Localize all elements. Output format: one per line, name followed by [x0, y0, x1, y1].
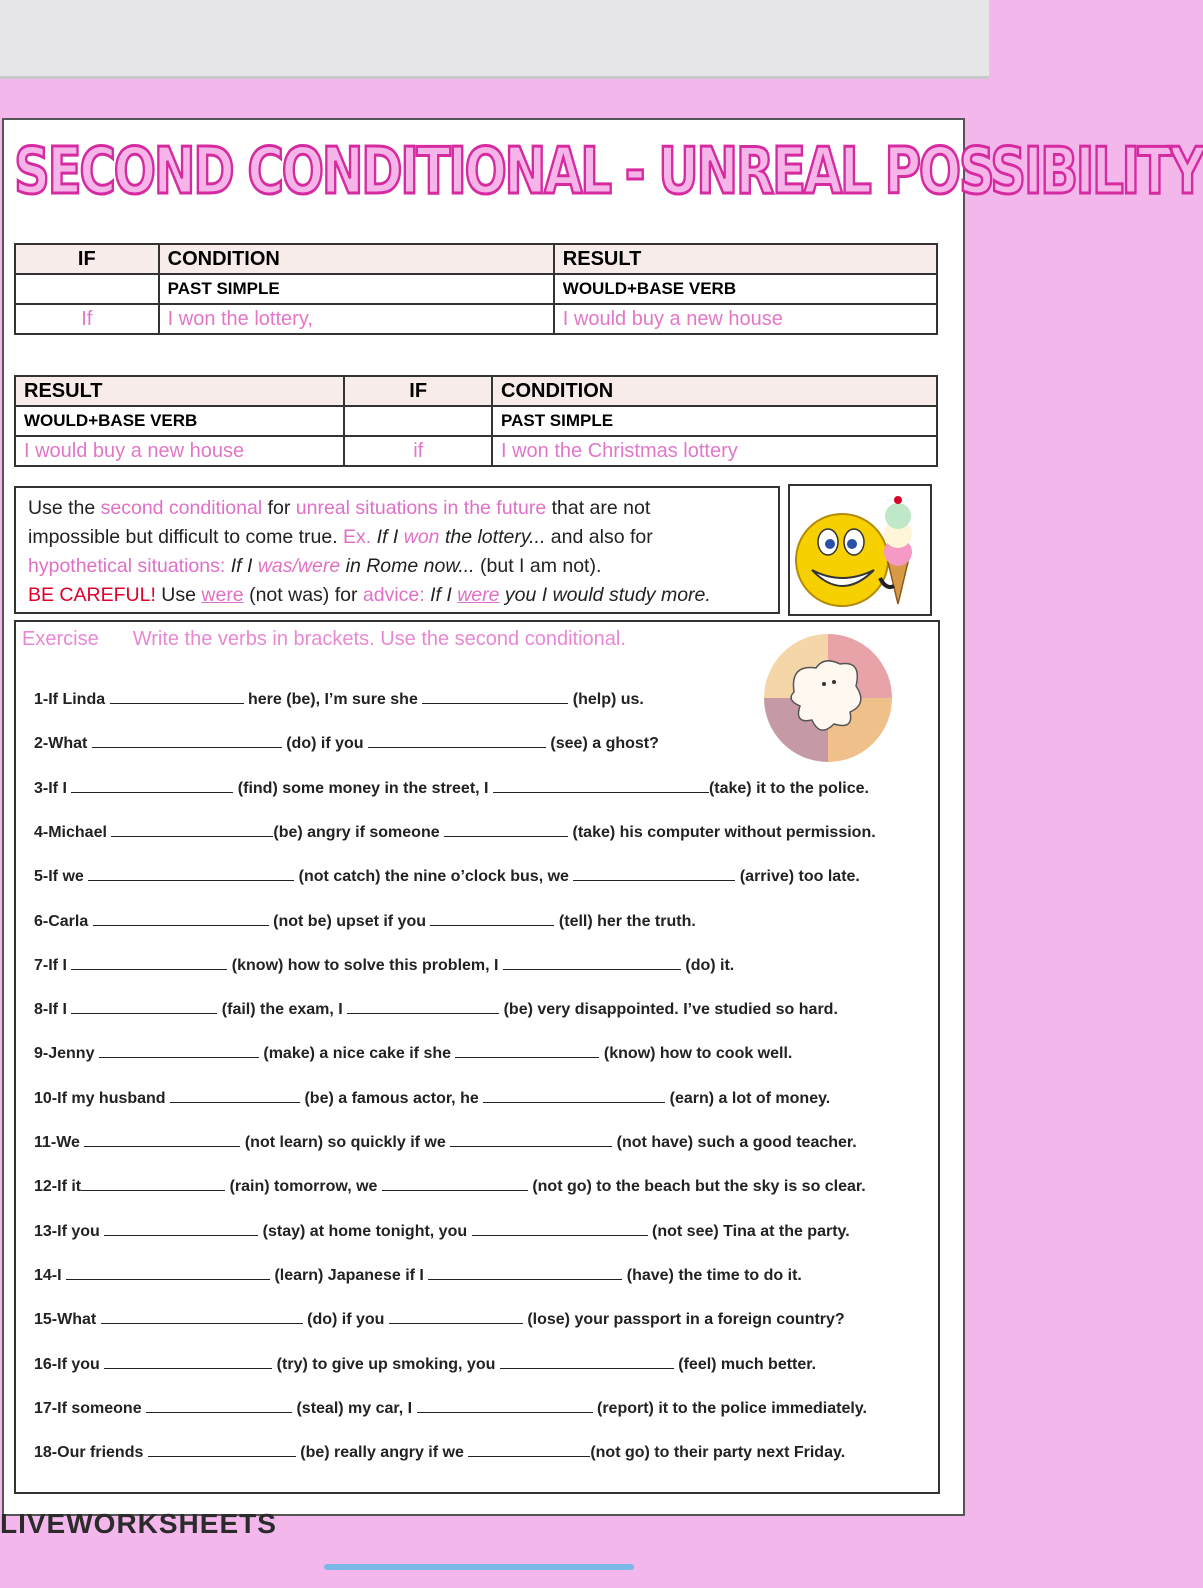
- exercise-text: (do) if you: [281, 735, 368, 753]
- answer-blank[interactable]: [422, 689, 568, 704]
- exercise-text: (be) really angry if we: [295, 1444, 469, 1462]
- answer-blank[interactable]: [148, 1442, 296, 1457]
- exercise-text: (take) his computer without permission.: [568, 823, 876, 841]
- worksheet-title: SECOND CONDITIONAL - UNREAL POSSIBILITY: [14, 135, 1203, 209]
- usage-note: [14, 486, 780, 614]
- table-cell: [15, 274, 159, 304]
- example-cell: I would buy a new house: [15, 436, 344, 466]
- note-line: BE CAREFUL! Use were (not was) for advice: If I were you I would study more.: [28, 584, 711, 606]
- exercise-text: (see) a ghost?: [545, 735, 659, 753]
- exercise-item-1: [34, 689, 644, 711]
- exercise-item-3: [34, 778, 869, 800]
- exercise-text: (help) us.: [568, 691, 644, 708]
- example-cell: if: [344, 436, 492, 466]
- answer-blank[interactable]: [92, 733, 282, 748]
- exercise-text: (tell) her the truth.: [554, 912, 696, 930]
- table-cell: PAST SIMPLE: [492, 406, 937, 436]
- answer-blank[interactable]: [110, 689, 244, 704]
- exercise-text: 13-If you: [34, 1222, 105, 1240]
- exercise-text: (not catch) the nine o’clock bus, we: [294, 868, 574, 886]
- answer-blank[interactable]: [382, 1176, 528, 1191]
- exercise-text: (report) it to the police immediately.: [592, 1399, 867, 1417]
- answer-blank[interactable]: [430, 911, 554, 926]
- exercise-text: (be) angry if someone: [273, 823, 445, 841]
- answer-blank[interactable]: [104, 1221, 258, 1236]
- table-row: [15, 376, 937, 406]
- answer-blank[interactable]: [99, 1043, 259, 1058]
- note-line: impossible but difficult to come true. Ex. If I won the lottery... and also for: [28, 526, 653, 548]
- answer-blank[interactable]: [500, 1354, 674, 1369]
- table-header-cell: RESULT: [15, 376, 344, 406]
- table-header-cell: CONDITION: [492, 376, 937, 406]
- table-cell: WOULD+BASE VERB: [15, 406, 344, 436]
- exercise-text: 12-If it: [34, 1178, 82, 1196]
- exercise-item-14: [34, 1265, 802, 1287]
- exercise-text: (do) it.: [680, 956, 735, 974]
- exercise-text: (earn) a lot of money.: [665, 1089, 831, 1107]
- exercise-text: (know) how to solve this problem, I: [227, 956, 503, 974]
- exercise-text: 18-Our friends: [34, 1444, 148, 1462]
- exercise-text: 6-Carla: [34, 912, 93, 930]
- exercise-text: (arrive) too late.: [735, 868, 860, 886]
- exercise-text: (make) a nice cake if she: [258, 1045, 456, 1063]
- answer-blank[interactable]: [573, 866, 735, 881]
- answer-blank[interactable]: [71, 955, 227, 970]
- structure-table-result-first: [14, 375, 938, 467]
- answer-blank[interactable]: [444, 822, 568, 837]
- exercise-text: (be) a famous actor, he: [300, 1089, 484, 1107]
- answer-blank[interactable]: [417, 1398, 593, 1413]
- note-line: hypothetical situations: If I was/were in Rome now... (but I am not).: [28, 555, 602, 577]
- exercise-text: (steal) my car, I: [292, 1399, 417, 1417]
- exercise-text: (not have) such a good teacher.: [612, 1134, 857, 1151]
- exercise-item-15: [34, 1309, 845, 1331]
- exercise-item-2: [34, 733, 659, 755]
- exercise-header: [22, 628, 626, 651]
- exercise-text: (not be) upset if you: [268, 912, 431, 930]
- answer-blank[interactable]: [450, 1132, 612, 1147]
- answer-blank[interactable]: [347, 999, 499, 1014]
- exercise-text: 2-What: [34, 735, 92, 753]
- exercise-text: (be) very disappointed. I’ve studied so hard.: [499, 1001, 838, 1019]
- answer-blank[interactable]: [101, 1309, 303, 1324]
- exercise-text: (have) the time to do it.: [622, 1266, 802, 1284]
- exercise-text: (not go) to the beach but the sky is so clear.: [527, 1178, 866, 1196]
- exercise-item-18: [34, 1442, 845, 1464]
- exercise-text: (try) to give up smoking, you: [272, 1355, 500, 1373]
- table-header-cell: IF: [15, 244, 159, 274]
- table-cell: [344, 406, 492, 436]
- exercise-item-16: [34, 1354, 816, 1376]
- exercise-text: (find) some money in the street, I: [233, 779, 493, 797]
- answer-blank[interactable]: [93, 911, 269, 926]
- exercise-text: 3-If I: [34, 779, 72, 797]
- table-row: [15, 274, 937, 304]
- exercise-item-7: [34, 955, 734, 977]
- answer-blank[interactable]: [104, 1354, 272, 1369]
- answer-blank[interactable]: [468, 1442, 590, 1457]
- answer-blank[interactable]: [111, 822, 273, 837]
- exercise-text: (fail) the exam, I: [217, 1001, 348, 1019]
- table-header-cell: CONDITION: [159, 244, 554, 274]
- liveworksheets-logo: LIVEWORKSHEETS: [0, 1508, 277, 1539]
- exercise-item-13: [34, 1221, 850, 1243]
- answer-blank[interactable]: [81, 1176, 225, 1191]
- example-cell: I would buy a new house: [554, 304, 937, 334]
- exercise-item-17: [34, 1398, 867, 1420]
- exercise-instruction: Write the verbs in brackets. Use the second conditional.: [132, 628, 626, 650]
- exercise-text: (know) how to cook well.: [599, 1045, 793, 1063]
- structure-table-if-first: [14, 243, 938, 335]
- table-row: [15, 436, 937, 466]
- example-cell: I won the Christmas lottery: [492, 436, 937, 466]
- answer-blank[interactable]: [389, 1309, 523, 1324]
- exercise-text: (learn) Japanese if I: [270, 1266, 429, 1284]
- exercise-text: (not learn) so quickly if we: [240, 1134, 451, 1151]
- exercise-text: 4-Michael: [34, 823, 112, 841]
- exercise-item-9: [34, 1043, 792, 1065]
- exercise-item-10: [34, 1088, 830, 1110]
- ghost-icon: [764, 634, 892, 762]
- exercise-text: 14-I: [34, 1266, 67, 1284]
- exercise-text: (feel) much better.: [673, 1355, 817, 1373]
- exercise-text: 11-We: [34, 1134, 85, 1151]
- answer-blank[interactable]: [84, 1132, 240, 1147]
- exercise-item-11: [34, 1132, 857, 1154]
- exercise-item-6: [34, 911, 696, 933]
- exercise-text: 10-If my husband: [34, 1089, 171, 1107]
- answer-blank[interactable]: [170, 1088, 300, 1103]
- exercise-text: 1-If Linda: [34, 691, 110, 708]
- exercise-text: 17-If someone: [34, 1399, 147, 1417]
- table-header-cell: RESULT: [554, 244, 937, 274]
- answer-blank[interactable]: [428, 1265, 622, 1280]
- table-cell: PAST SIMPLE: [159, 274, 554, 304]
- exercise-text: 8-If I: [34, 1001, 72, 1019]
- exercise-text: here (be), I’m sure she: [243, 691, 423, 708]
- smiley-icecream-illustration: [788, 484, 932, 616]
- exercise-label: Exercise: [22, 628, 99, 650]
- answer-blank[interactable]: [493, 778, 709, 793]
- answer-blank[interactable]: [88, 866, 294, 881]
- table-cell: WOULD+BASE VERB: [554, 274, 937, 304]
- exercise-text: (stay) at home tonight, you: [258, 1222, 472, 1240]
- example-cell: If: [15, 304, 159, 334]
- answer-blank[interactable]: [483, 1088, 665, 1103]
- answer-blank[interactable]: [146, 1398, 292, 1413]
- exercise-item-8: [34, 999, 838, 1021]
- exercise-text: 5-If we: [34, 868, 89, 886]
- exercise-text: 16-If you: [34, 1355, 105, 1373]
- exercise-text: (not see) Tina at the party.: [647, 1222, 850, 1240]
- answer-blank[interactable]: [455, 1043, 599, 1058]
- note-line: Use the second conditional for unreal situations in the future that are not: [28, 497, 651, 519]
- exercise-text: (rain) tomorrow, we: [225, 1178, 382, 1196]
- table-row: [15, 304, 937, 334]
- exercise-text: 9-Jenny: [34, 1045, 99, 1063]
- answer-blank[interactable]: [71, 778, 233, 793]
- answer-blank[interactable]: [472, 1221, 648, 1236]
- table-row: [15, 244, 937, 274]
- exercise-text: (take) it to the police.: [708, 779, 869, 797]
- browser-top-bar: [0, 0, 989, 79]
- exercise-text: 15-What: [34, 1311, 101, 1329]
- table-header-cell: IF: [344, 376, 492, 406]
- exercise-text: (do) if you: [302, 1311, 389, 1329]
- exercise-item-12: [34, 1176, 866, 1198]
- answer-blank[interactable]: [71, 999, 217, 1014]
- scrollbar[interactable]: [324, 1564, 634, 1570]
- exercise-item-5: [34, 866, 860, 888]
- exercise-text: 7-If I: [34, 956, 72, 974]
- exercise-text: (lose) your passport in a foreign country?: [522, 1311, 845, 1329]
- smiley-face-icon: [790, 486, 930, 614]
- exercise-text: (not go) to their party next Friday.: [590, 1444, 846, 1462]
- answer-blank[interactable]: [368, 733, 546, 748]
- exercise-item-4: [34, 822, 876, 844]
- example-cell: I won the lottery,: [159, 304, 554, 334]
- answer-blank[interactable]: [503, 955, 681, 970]
- table-row: [15, 406, 937, 436]
- answer-blank[interactable]: [66, 1265, 270, 1280]
